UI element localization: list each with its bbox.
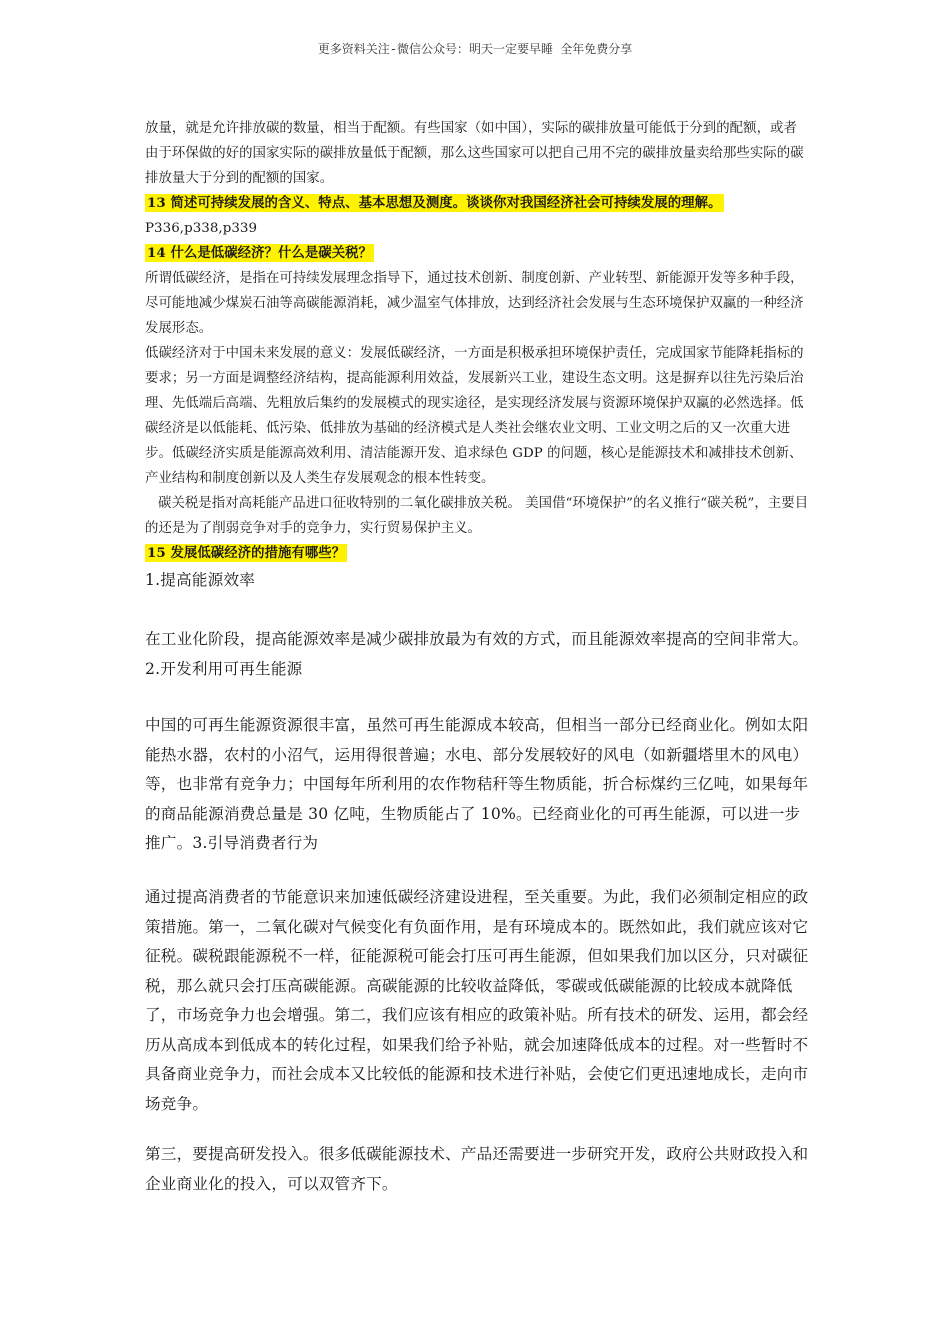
paragraph-carbon-tariff: 碳关税是指对高耗能产品进口征收特别的二氧化碳排放关税。 美国借“环境保护”的名义推行“碳关税”，主要目的还是为了削弱竞争对手的竞争力，实行贸易保护主义。 — [145, 496, 809, 536]
paragraph-measure-3: 通过提高消费者的节能意识来加速低碳经济建设进程，至关重要。为此，我们必须制定相应的政策措施。第一，二氧化碳对气候变化有负面作用，是有环境成本的。既然如此，我们就应该对它征税。碳税跟能源税不一样，征能源税可能会打压可再生能源，但如果我们加以区分，只对碳征税，那么就只会打压高碳能源。高碳能源的比较收益降低，零碳或低碳能源的比较成本就降低了，市场竞争力也会增强。第二，我们应该有相应的政策补贴。所有技术的研发、运用，都会经历从高成本到低成本的转化过程，如果我们给予补贴，就会加速降低成本的过程。对一些暂时不具备商业竞争力，而社会成本又比较低的能源和技术进行补贴，会使它们更迅速地成长，走向市场竞争。 — [145, 888, 809, 1113]
paragraph-low-carbon-definition: 所谓低碳经济，是指在可持续发展理念指导下，通过技术创新、制度创新、产业转型、新能源开发等多种手段，尽可能地减少煤炭石油等高碳能源消耗，减少温室气体排放，达到经济社会发展与生态环境保护双赢的一种经济发展形态。 — [145, 271, 804, 336]
question-13-heading — [145, 191, 810, 216]
paragraph-low-carbon-meaning: 低碳经济对于中国未来发展的意义：发展低碳经济，一方面是积极承担环境保护责任，完成国家节能降耗指标的要求；另一方面是调整经济结构，提高能源利用效益，发展新兴工业，建设生态文明。这是摒弃以往先污染后治理、先低端后高端、先粗放后集约的发展模式的现实途径，是实现经济发展与资源环境保护双赢的必然选择。低碳经济是以低能耗、低污染、低排放为基础的经济模式是人类社会继农业文明、工业文明之后的又一次重大进步。低碳经济实质是能源高效利用、清洁能源开发、追求绿色 GDP 的问题，核心是能源技术和减排技术创新、产业结构和制度创新以及人类生存发展观念的根本性转变。 — [145, 346, 804, 486]
page-header: 更多资料关注-微信公众号：明天一定要早睡 全年免费分享 — [317, 42, 633, 56]
question-14-highlight: 14 什么是低碳经济？什么是碳关税？ — [147, 245, 373, 261]
question-13-highlight: 13 简述可持续发展的含义、特点、基本思想及测度。谈谈你对我国经济社会可持续发展的理解。 — [147, 195, 722, 211]
measure-1-title: 1.提高能源效率 — [145, 571, 256, 589]
question-15-heading — [145, 541, 810, 566]
paragraph-measure-1: 在工业化阶段，提高能源效率是减少碳排放最为有效的方式，而且能源效率提高的空间非常大。2.开发利用可再生能源 — [145, 630, 809, 678]
question-13-page-refs: P336,p338,p339 — [145, 221, 258, 236]
paragraph-quota: 放量，就是允许排放碳的数量，相当于配额。有些国家（如中国），实际的碳排放量可能低于分到的配额，或者由于环保做的好的国家实际的碳排放量低于配额，那么这些国家可以把自己用不完的碳排放量卖给那些实际的碳排放量大于分到的配额的国家。 — [145, 121, 804, 186]
question-15-highlight: 15 发展低碳经济的措施有哪些？ — [147, 545, 346, 561]
question-14-heading — [145, 241, 810, 266]
paragraph-measure-4: 第三，要提高研发投入。很多低碳能源技术、产品还需要进一步研究开发，政府公共财政投入和企业商业化的投入，可以双管齐下。 — [145, 1145, 809, 1193]
paragraph-measure-2: 中国的可再生能源资源很丰富，虽然可再生能源成本较高，但相当一部分已经商业化。例如太阳能热水器，农村的小沼气，运用得很普遍；水电、部分发展较好的风电（如新疆塔里木的风电）等，也非常有竞争力；中国每年所利用的农作物秸秆等生物质能，折合标煤约三亿吨，如果每年的商品能源消费总量是 30 亿吨，生物质能占了 10%。已经商业化的可再生能源，可以进一步推广。3.引导消费者行为 — [145, 716, 809, 852]
